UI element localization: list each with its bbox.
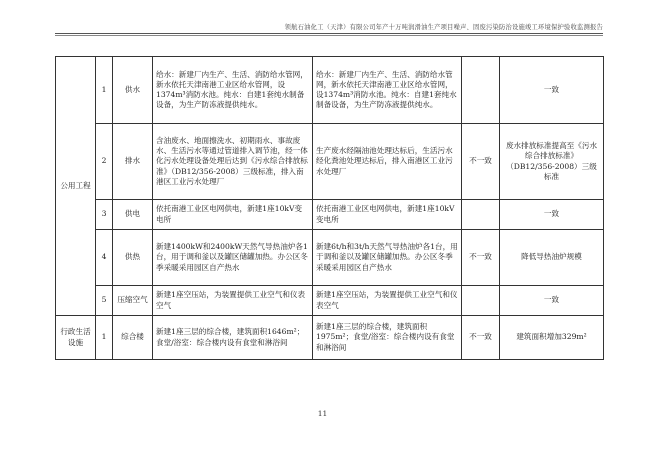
consistency-cell: 不一致 bbox=[462, 316, 500, 360]
consistency-cell bbox=[462, 286, 500, 316]
consistency-cell: 不一致 bbox=[462, 230, 500, 286]
consistency-cell bbox=[462, 57, 500, 124]
header-rule bbox=[55, 33, 603, 34]
consistency-cell: 不一致 bbox=[462, 124, 500, 200]
change-note: 降低导热油炉规模 bbox=[500, 230, 604, 286]
row-number: 1 bbox=[96, 57, 113, 124]
row-number: 1 bbox=[96, 316, 113, 360]
actual-content: 新建6t/h和3t/h天然气导热油炉各1台，用于调和釜以及罐区储罐加热。办公区冬季采暖采用园区自产热水 bbox=[313, 230, 462, 286]
table-row bbox=[56, 286, 604, 316]
page-header: 领航石油化工（天津）有限公司年产十万吨润滑油生产项目噪声、固废污染防治设施竣工环境保护验收监测报告 bbox=[284, 24, 603, 31]
facility-name: 排水 bbox=[113, 124, 153, 200]
row-number: 3 bbox=[96, 200, 113, 230]
facility-name: 供电 bbox=[113, 200, 153, 230]
row-number: 2 bbox=[96, 124, 113, 200]
facility-name: 压缩空气 bbox=[113, 286, 153, 316]
design-content: 含油废水、地面擦洗水、初期雨水、事故废水、生活污水等通过管道排入调节池，经一体化污水处理设备处理后达到《污水综合排放标准》（DB12/356-2008）三级标准，排入南港区工业污水处理厂 bbox=[153, 124, 313, 200]
consistency-cell bbox=[462, 200, 500, 230]
table-row bbox=[56, 124, 604, 200]
change-note: 建筑面积增加329m² bbox=[500, 316, 604, 360]
facility-name: 供水 bbox=[113, 57, 153, 124]
comparison-table bbox=[55, 56, 604, 360]
design-content: 给水：新建厂内生产、生活、消防给水管网，新水依托天津南港工业区给水管网，设1374m³消防水池。纯水：自建1套纯水制备设备，为生产防冻液提供纯水。 bbox=[153, 57, 313, 124]
table-row bbox=[56, 57, 604, 124]
actual-content: 依托南港工业区电网供电，新建1座10kV变电所 bbox=[313, 200, 462, 230]
header-rule-thin bbox=[55, 35, 603, 36]
design-content: 依托南港工业区电网供电，新建1座10kV变电所 bbox=[153, 200, 313, 230]
actual-content: 新建1座空压站，为装置提供工业空气和仪表空气 bbox=[313, 286, 462, 316]
actual-content: 生产废水经隔油池处理达标后，生活污水经化粪池处理达标后，排入南港区工业污水处理厂 bbox=[313, 124, 462, 200]
change-note: 一致 bbox=[500, 57, 604, 124]
row-number: 5 bbox=[96, 286, 113, 316]
actual-content: 新建1座三层的综合楼，建筑面积1975m²；食堂/浴室：综合楼内设有食堂和淋浴间 bbox=[313, 316, 462, 360]
change-note: 一致 bbox=[500, 200, 604, 230]
page-number: 11 bbox=[317, 409, 328, 418]
actual-content: 给水：新建厂内生产、生活、消防给水管网，新水依托天津南港工业区给水管网，设1374m³消防水池。纯水：自建1套纯水制备设备，为生产防冻液提供纯水。 bbox=[313, 57, 462, 124]
group-label-admin: 行政生活设施 bbox=[56, 316, 96, 360]
table-row bbox=[56, 200, 604, 230]
table-row bbox=[56, 230, 604, 286]
change-note: 一致 bbox=[500, 286, 604, 316]
group-label-public: 公用工程 bbox=[56, 57, 96, 316]
design-content: 新建1座空压站，为装置提供工业空气和仪表空气 bbox=[153, 286, 313, 316]
facility-name: 综合楼 bbox=[113, 316, 153, 360]
table-row bbox=[56, 316, 604, 360]
design-content: 新建1座三层的综合楼，建筑面积1646m²；食堂/浴室：综合楼内设有食堂和淋浴间 bbox=[153, 316, 313, 360]
change-note: 废水排放标准提高至《污水综合排放标准》（DB12/356-2008）三级标准 bbox=[500, 124, 604, 200]
facility-name: 供热 bbox=[113, 230, 153, 286]
row-number: 4 bbox=[96, 230, 113, 286]
design-content: 新建1400kW和2400kW天然气导热油炉各1台，用于调和釜以及罐区储罐加热。办公区冬季采暖采用园区自产热水 bbox=[153, 230, 313, 286]
